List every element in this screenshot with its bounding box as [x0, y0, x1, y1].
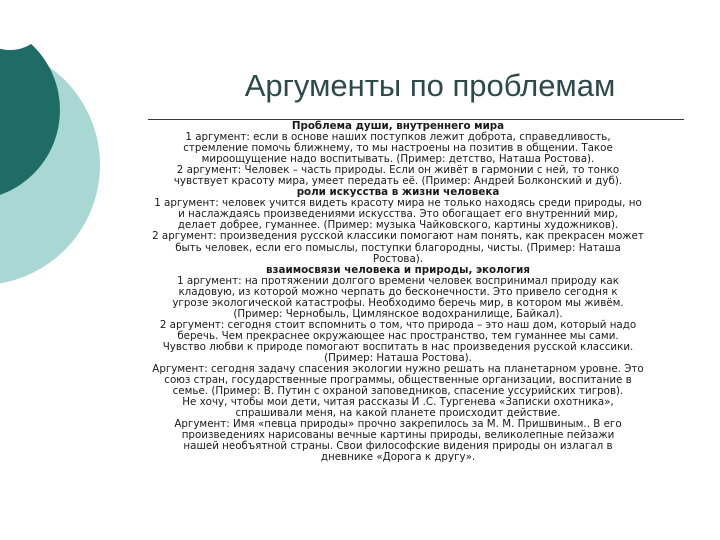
text-line: кладовую, из которой можно черпать до бесконечности. Это привело сегодня к [178, 285, 618, 298]
section-heading: Проблема души, внутреннего мира [291, 120, 505, 132]
text-line: угрозе экологической катастрофы. Необходимо беречь мир, в котором мы живём. [172, 296, 624, 309]
text-line: Аргумент: сегодня задачу спасения экологии нужно решать на планетарном уровне. Это [152, 363, 644, 376]
text-line: союз стран, государственные программы, общественные организации, воспитание в [164, 374, 632, 387]
text-line: и наслаждаясь произведениями искусства. Это обогащает его внутренний мир, [178, 208, 618, 221]
text-line: дневнике «Дорога к другу». [320, 451, 476, 464]
text-line: стремление помочь ближнему, то мы настроены на позитив в общении. Такое [183, 142, 613, 155]
text-line: делает добрее, гуманнее. (Пример: музыка Чайковского, картины художников). [177, 219, 619, 232]
text-line: быть человек, если его помыслы, поступки благородны, чисты. (Пример: Наташа [175, 241, 621, 254]
text-line: 1 аргумент: человек учится видеть красоту мира не только находясь среди природы, но [154, 197, 642, 210]
text-line: 2 аргумент: Человек – часть природы. Если он живёт в гармонии с ней, то тонко [176, 164, 620, 177]
text-line: беречь. Чем прекраснее окружающее нас пространство, тем гуманнее мы сами. [177, 329, 619, 342]
text-line: Чувство любви к природе помогают воспитать в нас произведения русской классики. [162, 340, 634, 353]
section-heading: взаимосвязи человека и природы, экология [266, 263, 530, 276]
text-line: спрашивали меня, на какой планете происходит действие. [235, 407, 561, 420]
text-line: (Пример: Чернобыль, Цимлянское водохранилище, Байкал). [233, 307, 563, 320]
text-line: семье. (Пример: В. Путин с охраной заповедников, спасение уссурийских тигров). [172, 385, 624, 398]
text-line: нашей необъятной страны. Свои философские видения природы он излагал в [183, 440, 613, 453]
text-line: (Пример: Наташа Ростова). [324, 351, 472, 364]
text-line: произведениях нарисованы вечные картины природы, великолепные пейзажи [181, 429, 615, 442]
text-line: 1 аргумент: на протяжении долгого времени человек воспринимал природу как [177, 274, 619, 287]
text-line: 2 аргумент: произведения русской классики помогают нам понять, как прекрасен может [152, 230, 644, 243]
text-line: Ростова). [372, 252, 424, 265]
slide-title: Аргументы по проблемам [244, 68, 616, 103]
text-line: чувствует красоту мира, умеет передать её. (Пример: Андрей Болконский и дуб). [173, 175, 623, 188]
section-heading: роли искусства в жизни человека [296, 186, 500, 199]
text-line: мироощущение надо воспитывать. (Пример: детство, Наташа Ростова). [201, 153, 595, 166]
text-line: 2 аргумент: сегодня стоит вспомнить о том, что природа – это наш дом, который надо [159, 318, 637, 331]
slide-body [108, 121, 688, 463]
text-line: Аргумент: Имя «певца природы» прочно закрепилось за М. М. Пришвиным.. В его [174, 418, 622, 431]
text-line: Не хочу, чтобы мои дети, читая рассказы И .С. Тургенева «Записки охотника», [182, 396, 614, 409]
text-line: 1 аргумент: если в основе наших поступков лежит доброта, справедливость, [185, 131, 611, 144]
